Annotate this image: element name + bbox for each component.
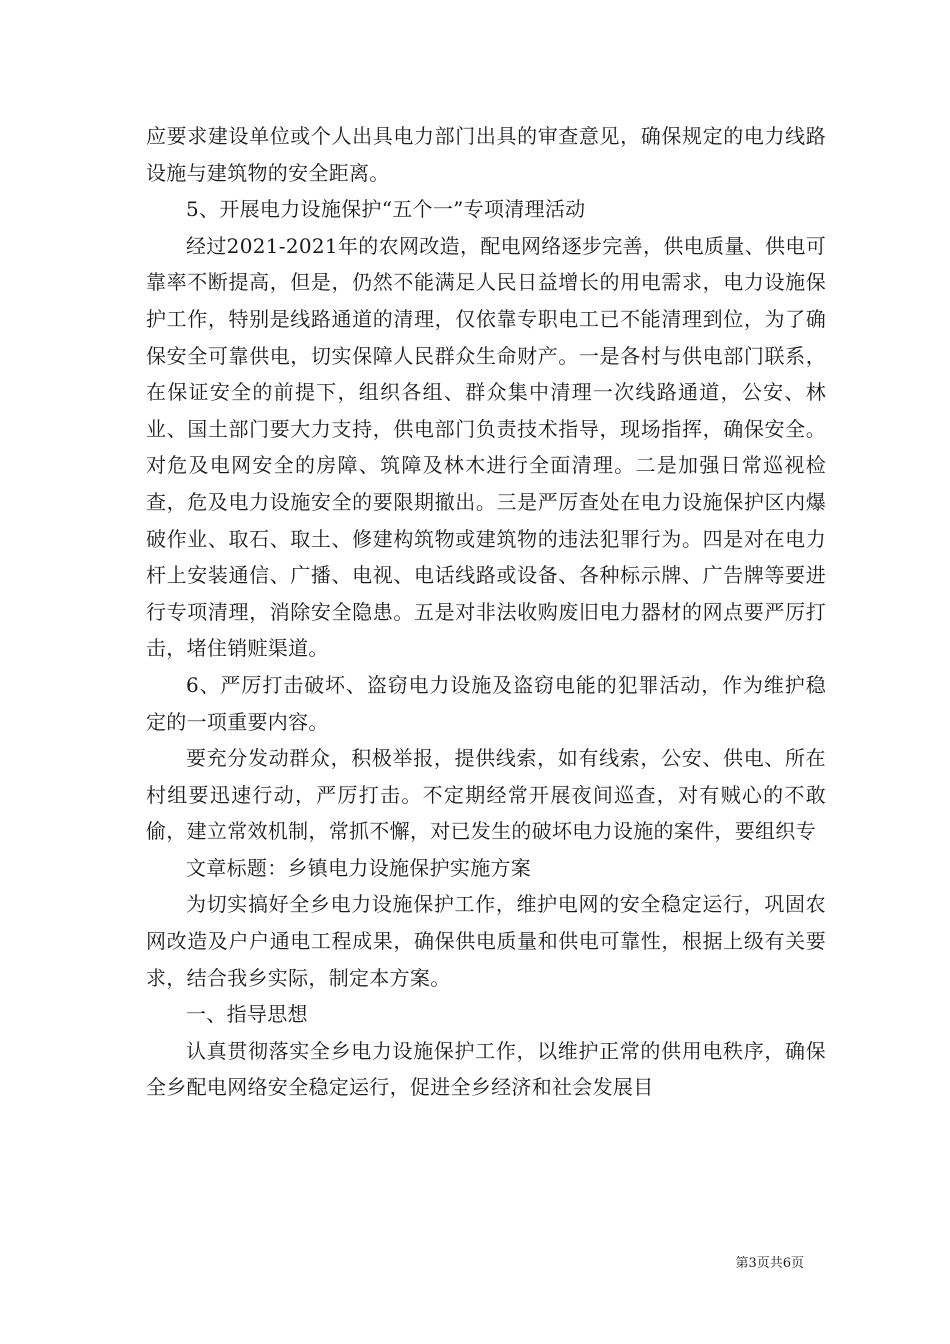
document-body [146, 118, 826, 1106]
paragraph-9: 认真贯彻落实全乡电力设施保护工作，以维护正常的供用电秩序，确保全乡配电网络安全稳定运行，促进全乡经济和社会发展目 [146, 1038, 826, 1100]
section-heading-guiding-ideology: 一、指导思想 [186, 1002, 308, 1027]
paragraph-5: 要充分发动群众，积极举报，提供线索，如有线索，公安、供电、所在村组要迅速行动，严厉打击。不定期经常开展夜间巡查，对有贼心的不敢偷，建立常效机制，常抓不懈，对已发生的破坏电力设施的案件，要组织专 [146, 746, 826, 844]
paragraph-2-heading: 5、开展电力设施保护“五个一”专项清理活动 [186, 197, 586, 222]
article-title: 文章标题：乡镇电力设施保护实施方案 [186, 855, 532, 880]
paragraph-3: 经过2021-2021年的农网改造，配电网络逐步完善，供电质量、供电可靠率不断提高，但是，仍然不能满足人民日益增长的用电需求，电力设施保护工作，特别是线路通道的清理，仅依靠专职电工已不能清理到位，为了确保安全可靠供电，切实保障人民群众生命财产。一是各村与供电部门联系，在保证安全的前提下，组织各组、群众集中清理一次线路通道，公安、林业、国土部门要大力支持，供电部门负责技术指导，现场指挥，确保安全。对危及电网安全的房障、筑障及林木进行全面清理。二是加强日常巡视检查，危及电力设施安全的要限期撤出。三是严厉查处在电力设施保护区内爆破作业、取石、取土、修建构筑物或建筑物的违法犯罪行为。四是对在电力杆上安装通信、广播、电视、电话线路或设备、各种标示牌、广告牌等要进行专项清理，消除安全隐患。五是对非法收购废旧电力器材的网点要严厉打击，堵住销赃渠道。 [146, 233, 826, 661]
paragraph-7: 为切实搞好全乡电力设施保护工作，维护电网的安全稳定运行，巩固农网改造及户户通电工程成果，确保供电质量和供电可靠性，根据上级有关要求，结合我乡实际，制定本方案。 [146, 892, 826, 990]
page-number-footer: 第3页共6页 [735, 1256, 804, 1271]
paragraph-4-heading: 6、严厉打击破坏、盗窃电力设施及盗窃电能的犯罪活动，作为维护稳定的一项重要内容。 [146, 672, 826, 734]
paragraph-1: 应要求建设单位或个人出具电力部门出具的审查意见，确保规定的电力线路设施与建筑物的安全距离。 [146, 124, 826, 185]
